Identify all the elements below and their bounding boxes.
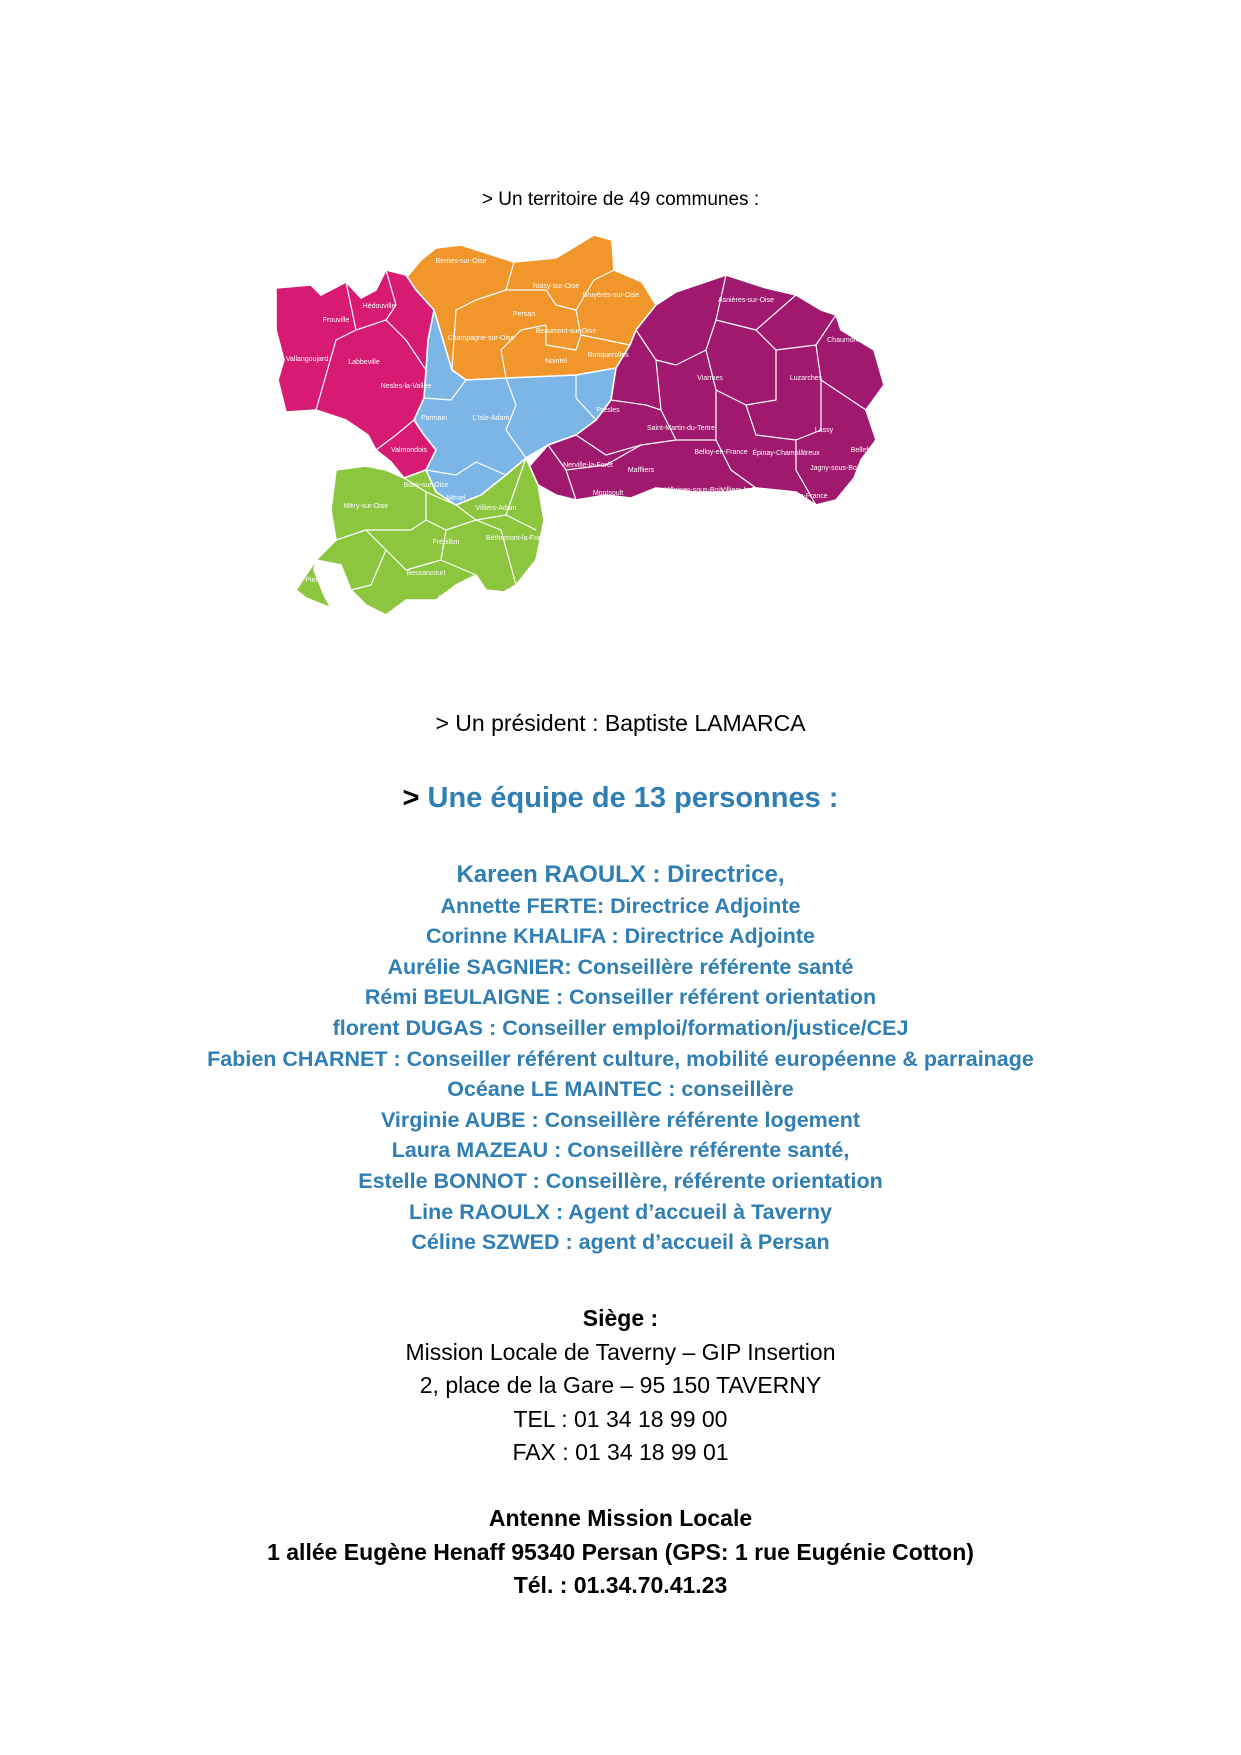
staff-member: Fabien CHARNET : Conseiller référent culture, mobilité européenne & parrainage [207, 1046, 1034, 1071]
map-label-parmain: Parmain [420, 415, 448, 422]
map-label-jagny: Jagny-sous-Bois [810, 465, 862, 472]
map-label-meriel: Mériel [446, 495, 466, 502]
siege-tel: TEL : 01 34 18 99 00 [513, 1405, 728, 1432]
map-label-pierrelaye: Pierrelaye [305, 577, 337, 584]
map-label-baillet: Baillet-en-France [574, 525, 628, 532]
map-label-frouville: Frouville [322, 317, 350, 324]
map-label-bessancourt: Bessancourt [406, 570, 446, 577]
antenne-title: Antenne Mission Locale [488, 1505, 753, 1531]
map-label-lassy: Lassy [814, 427, 834, 434]
map-label-bernes: Bernes-sur-Oise [435, 258, 487, 265]
map-label-chaumontel: Chaumontel [827, 337, 865, 344]
staff-member: Océane LE MAINTEC : conseillère [447, 1077, 794, 1102]
territory-map [276, 230, 976, 695]
map-label-butry: Butry-sur-Oise [403, 482, 449, 489]
map-label-saint-martin: Saint-Martin-du-Tertre [646, 425, 716, 432]
antenne-tel: Tél. : 01.34.70.41.23 [513, 1572, 728, 1598]
map-label-saint-leu: Saint-Leu-la-Forêt [484, 603, 542, 610]
team-heading-text: Une équipe de 13 personnes : [427, 782, 839, 814]
map-label-villiers-adam: Villiers-Adam [475, 505, 517, 512]
staff-member: Annette FERTE: Directrice Adjointe [440, 893, 801, 918]
staff-list [0, 860, 1241, 1258]
map-label-epinay: Épinay-Champlâtreux [752, 450, 820, 457]
map-label-noisy: Noisy-sur-Oise [532, 283, 580, 290]
map-label-lisle: L'Isle-Adam [472, 415, 510, 422]
map-label-villaines: Villaines-sous-Bois [664, 487, 724, 494]
map-label-nointel: Nointel [545, 358, 567, 365]
map-label-hedouville: Hédouville [362, 303, 396, 310]
antenne-address: 1 allée Eugène Henaff 95340 Persan (GPS: 1 rue Eugénie Cotton) [267, 1538, 974, 1565]
map-label-champagne: Champagne-sur-Oise [447, 335, 515, 342]
staff-member: florent DUGAS : Conseiller emploi/formation/justice/CEJ [332, 1015, 909, 1040]
siege-address: 2, place de la Gare – 95 150 TAVERNY [419, 1372, 822, 1398]
map-label-nerville: Nerville-la-Forêt [563, 462, 613, 469]
siege-name: Mission Locale de Taverny – GIP Insertion [405, 1338, 836, 1365]
siege-fax: FAX : 01 34 18 99 01 [512, 1439, 729, 1465]
map-label-belloy: Belloy-en-France [694, 449, 748, 456]
staff-member: Laura MAZEAU : Conseillère référente santé, [391, 1138, 850, 1163]
map-label-vallangoujard: Vallangoujard [285, 356, 329, 363]
map-label-bellefontaine: Bellefontaine [850, 447, 892, 454]
map-label-asnieres: Asnières-sur-Oise [717, 297, 775, 304]
antenne-block [0, 1502, 1241, 1603]
map-label-labbeville: Labbeville [348, 359, 380, 366]
siege-title: Siège : [582, 1305, 659, 1331]
staff-member: Corinne KHALIFA : Directrice Adjointe [425, 924, 816, 949]
map-label-presles: Presles [596, 407, 620, 414]
map-label-bethemont: Béthemont-la-Forêt [485, 535, 547, 542]
territory-line: > Un territoire de 49 communes : [481, 189, 760, 210]
map-label-luzarches: Luzarches [789, 375, 823, 382]
map-label-chatenay: Châtenay-en-France [821, 510, 887, 517]
map-label-mery: Méry-sur-Oise [343, 503, 389, 510]
map-label-montsoult: Montsoult [592, 490, 624, 497]
staff-member: Rémi BEULAIGNE : Conseiller référent orientation [364, 985, 877, 1010]
map-label-mareil: Mareil-en-France [774, 493, 828, 500]
map-label-frepillon: Frépillon [432, 539, 460, 546]
map-label-persan: Persan [512, 311, 536, 318]
staff-member: Aurélie SAGNIER: Conseillère référente santé [387, 954, 854, 979]
map-label-maffliers: Maffliers [627, 467, 655, 474]
staff-member: Kareen RAOULX : Directrice, [456, 861, 785, 888]
map-label-beaumont: Beaumont-sur-Oise [535, 328, 597, 335]
map-label-ronquerolles: Ronquerolles [587, 352, 629, 359]
map-label-villiers-sec: Villiers-le-Sec [720, 487, 764, 494]
map-label-viarmes: Viarmes [697, 375, 723, 382]
map-label-valmondois: Valmondois [390, 447, 428, 454]
team-heading [0, 782, 1241, 815]
team-heading-prefix: > [402, 782, 428, 814]
map-label-chauvry: Chauvry [537, 547, 565, 554]
staff-member: Estelle BONNOT : Conseillère, référente orientation [358, 1168, 883, 1193]
map-label-nesles: Nesles-la-Vallée [380, 383, 432, 390]
map-label-bruyeres: Bruyères-sur-Oise [582, 292, 640, 299]
map-label-taverny: Taverny [438, 595, 464, 602]
siege-block [0, 1302, 1241, 1470]
president-line: > Un président : Baptiste LAMARCA [435, 710, 806, 736]
staff-member: Céline SZWED : agent d’accueil à Persan [411, 1230, 830, 1255]
staff-member: Line RAOULX : Agent d’accueil à Taverny [409, 1199, 832, 1224]
staff-member: Virginie AUBE : Conseillère référente logement [380, 1107, 861, 1132]
